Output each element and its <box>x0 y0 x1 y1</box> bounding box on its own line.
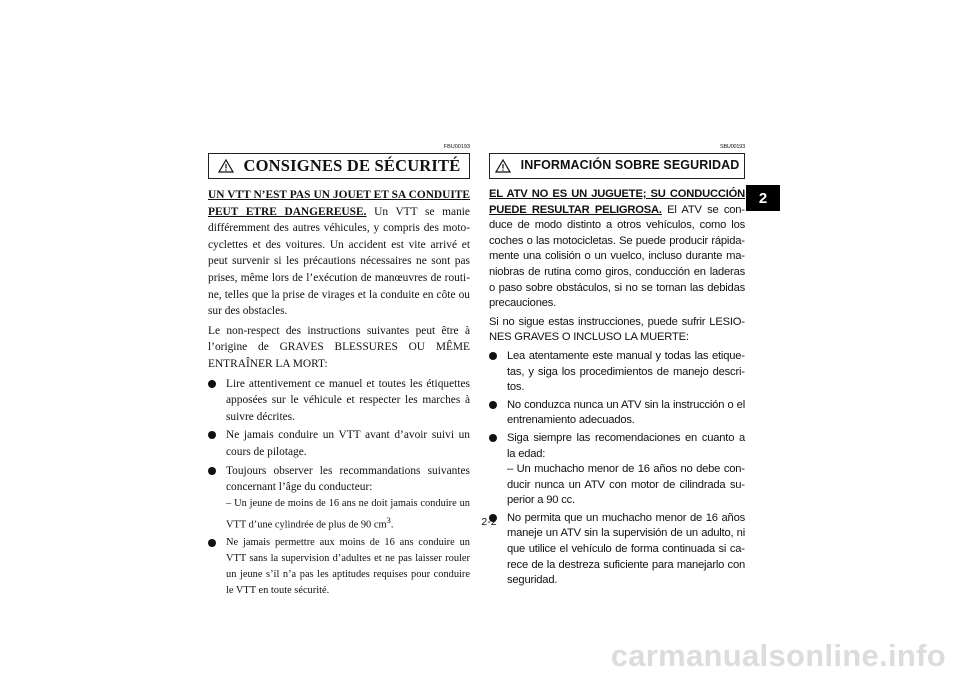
bullet-dot-icon <box>208 539 216 547</box>
section-heading <box>208 153 470 179</box>
list-item: Lire attentivement ce manuel et toutes les étiquettes apposées sur le véhicule et respecter les marches à suivre décrites. <box>208 376 470 426</box>
section-title: CONSIGNES DE SÉCURITÉ <box>243 155 461 175</box>
chapter-tab: 2 <box>746 185 780 211</box>
list-item: Toujours observer les recommandations suivantes concernant l’âge du conducteur: – Un jeune de moins de 16 ans ne doit jamais conduire un VTT d’une cylindrée de plus de 90 $cm^3$. <box>208 463 470 534</box>
warning-triangle-icon <box>218 159 234 173</box>
list-item: Ne jamais conduire un VTT avant d’avoir suivi un cours de pilotage. <box>208 427 470 460</box>
bullet-dot-icon <box>208 380 216 388</box>
warning-triangle-icon <box>495 159 511 173</box>
page-number: 2-2 <box>481 516 497 528</box>
intro-text: El ATV se conduce de modo distinto a otros vehículos, como los coches o las motocicletas. Se puede producir rápidamente una colisión o un vuelco, incluso durante maniobras de rutina como giros, conducción en laderas o paso sobre obstáculos, si no se toman las debidas precauciones. <box>489 203 745 310</box>
list-subitem: – Un muchacho menor de 16 años no debe conducir nunca un ATV con motor de cilindrada superior a 90 cc. <box>507 463 745 507</box>
lead-warning: UN VTT N’EST PAS UN JOUET ET SA CONDUITE PEUT ETRE DANGEREUSE. <box>208 189 470 218</box>
bullet-dot-icon <box>208 431 216 439</box>
list-item: No conduzca nunca un ATV sin la instrucción o el entrenamiento adecuados. <box>489 398 745 429</box>
list-item: Lea atentamente este manual y todas las etiquetas, y siga los procedimientos de manejo descritos. <box>489 349 745 396</box>
intro-text: Un VTT se manie différemment des autres véhicules, y compris des motocyclettes et des voitures. Un accident est vite arrivé et peut survenir si les précautions nécessaires ne sont pas prises, même lors de l’exécution de manœuvres de routine, telles que la prise de virages et la conduite en côte ou sur des obstacles. <box>208 205 470 318</box>
section-heading <box>489 153 745 179</box>
intro-paragraph <box>208 187 470 320</box>
spanish-column <box>489 143 745 591</box>
bullet-dot-icon <box>489 401 497 409</box>
bullet-dot-icon <box>489 434 497 442</box>
list-subitem: – Un jeune de moins de 16 ans ne doit jamais conduire un VTT d’une cylindrée de plus de 90 $cm^3$. <box>226 497 470 531</box>
list-item: Siga siempre las recomendaciones en cuanto a la edad: – Un muchacho menor de 16 años no debe conducir nunca un ATV con motor de cilindrada superior a 90 cc. <box>489 431 745 509</box>
section-code: SBU00193 <box>719 144 745 150</box>
instruction-list <box>208 376 470 600</box>
section-code: FBU00193 <box>443 144 470 150</box>
instruction-list <box>489 349 745 589</box>
bullet-dot-icon <box>208 467 216 475</box>
consequence-paragraph: Si no sigue estas instrucciones, puede sufrir LESIONES GRAVES O INCLUSO LA MUERTE: <box>489 315 745 344</box>
bullet-dot-icon <box>489 352 497 360</box>
intro-paragraph <box>489 187 745 312</box>
list-item: Ne jamais permettre aux moins de 16 ans conduire un VTT sans la supervision d’adultes et ne pas laisser rouler un jeune s’il n’a pas les aptitudes requises pour conduire le VTT en toute sécurité. <box>208 535 470 599</box>
french-column <box>208 143 470 601</box>
list-item: No permita que un muchacho menor de 16 años maneje un ATV sin la supervisión de un adulto, ni que utilice el vehículo de forma continuada si carece de la destreza suficiente para manejarlo con seguridad. <box>489 511 745 589</box>
consequence-paragraph: Le non-respect des instructions suivantes peut être à l’origine de GRAVES BLESSURES OU MÊME ENTRAÎNER LA MORT: <box>208 324 470 370</box>
watermark: carmanualsonline.info <box>610 638 946 673</box>
lead-warning: EL ATV NO ES UN JUGUETE; SU CONDUCCIÓN PUEDE RESULTAR PELIGROSA. <box>489 188 745 216</box>
section-title: INFORMACIÓN SOBRE SEGURIDAD <box>520 158 740 173</box>
